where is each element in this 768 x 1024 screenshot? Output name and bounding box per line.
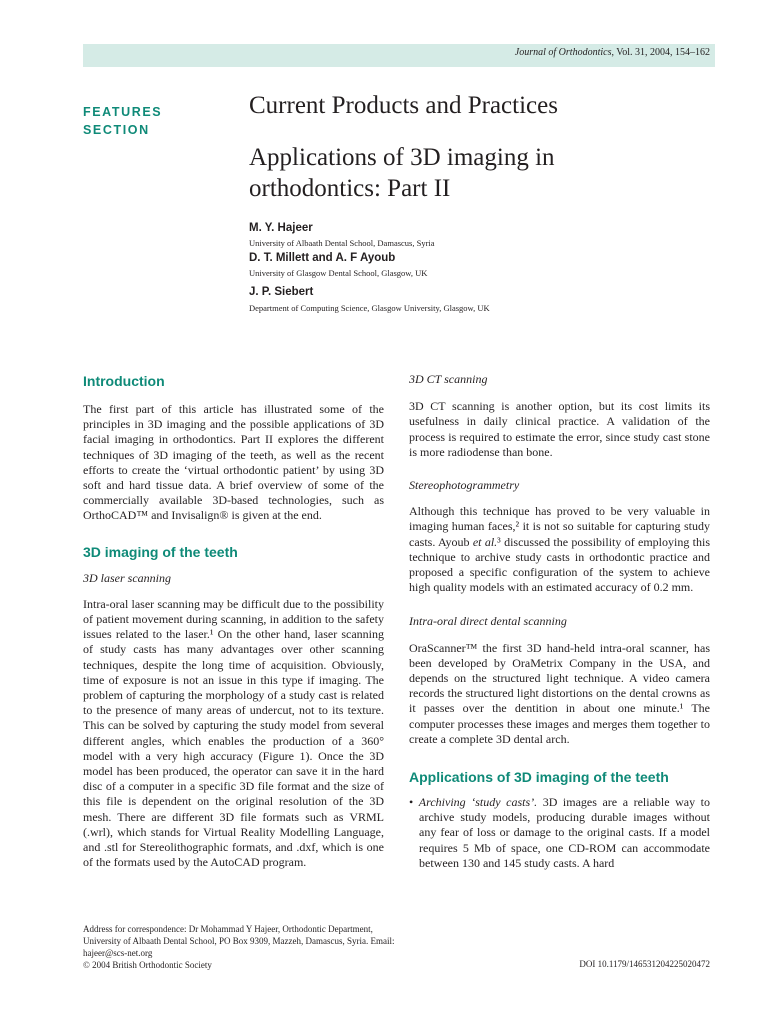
journal-citation [515, 47, 710, 58]
intro-text: The first part of this article has illustrated some of the principles in 3D imaging and the possible applications of 3D facial imaging in orthodontics. Part II explores the different techniques of 3D imaging of the teeth, as well as the recent efforts to create the ‘virtual orthodontic patient’ by using 3D soft and hard tissue data. A brief overview of some of the commercially available 3D-based technologies, such as OrthoCAD™ and Invisalign® is given at the end. [83, 402, 384, 523]
features-label [83, 103, 162, 139]
intro-heading: Introduction [83, 373, 165, 389]
section-title: Current Products and Practices [249, 92, 558, 119]
laser-heading: 3D laser scanning [83, 570, 171, 585]
applications-heading: Applications of 3D imaging of the teeth [409, 769, 669, 786]
author-3: J. P. Siebert [249, 286, 314, 298]
journal-name: Journal of Orthodontics [514, 47, 612, 58]
bullet-label: Archiving ‘study casts’. [418, 795, 538, 810]
copyright-text: © 2004 British Orthodontic Society [83, 960, 212, 970]
ct-heading: 3D CT scanning [409, 372, 488, 386]
stereo-heading: Stereophotogrammetry [409, 478, 520, 493]
stereo-text-part2: ³ discussed the possibility of employing this technique to archive study casts in orthodontic practice and proposed a specific configuration of the system to achieve high quality models with an estimated accuracy of 0.2 mm. [409, 534, 710, 595]
stereo-text [409, 504, 710, 595]
affiliation-3: Department of Computing Science, Glasgow University, Glasgow, UK [249, 303, 490, 313]
author-2: D. T. Millett and A. F Ayoub [249, 252, 396, 264]
laser-text: Intra-oral laser scanning may be difficult due to the possibility of patient movement during scanning, in addition to the safety issues related to the laser.¹ On the other hand, laser scanning of study casts has many advantages over other scanning techniques, despite the long time of acquisition. Obviously, time of exposure is not an issue in this type if imaging. The problem of capturing the morphology of a study cast is related to the presence of many areas of undercut, not to its texture. This can be solved by capturing the study model from several different angles, which enables the production of a 360° model with a very high accuracy (Figure 1). Once the 3D model has been produced, the operator can save it in the hard disc of a computer in a specific 3D file format and the size of this file is dependent on the original resolution of the 3D mesh. There are different 3D file formats such as VRML (.wrl), which stands for Virtual Reality Modelling Language, and .stl for Stereolithographic formats, and .dxf, which is one of the formats used by the AutoCAD program. [83, 596, 384, 870]
list-item: • Archiving ‘study casts’. 3D images are a reliable way to archive study models, producing durable images without any fear of loss or damage to the original casts. If a model requires 5 Mb of space, one CD-ROM can accommodate between 130 and 145 study casts. A hard [409, 795, 711, 870]
author-1: M. Y. Hajeer [249, 222, 313, 234]
stereo-text-part1: Although this technique has proved to be very valuable in imaging human faces,² it is not so suitable for capturing study casts. Ayoub [409, 504, 710, 549]
article-title [249, 142, 709, 204]
article-title-line2: orthodontics: Part II [249, 175, 451, 202]
stereo-etal: et al. [472, 534, 498, 549]
teeth-heading: 3D imaging of the teeth [83, 543, 238, 560]
right-column [409, 372, 710, 871]
ct-text: 3D CT scanning is another option, but its cost limits its usefulness in daily clinical practice. A validation of the process is required to estimate the error, since study cast stone is more radiodense than bone. [409, 399, 710, 459]
correspondence-address [83, 923, 403, 971]
journal-volume: , Vol. 31, 2004, 154–162 [611, 47, 710, 58]
article-title-line1: Applications of 3D imaging in [249, 144, 555, 171]
left-column [83, 372, 384, 870]
features-line2: SECTION [83, 123, 150, 137]
affiliation-2: University of Glasgow Dental School, Glasgow, UK [249, 268, 428, 278]
intraoral-text: OraScanner™ the first 3D hand-held intra-oral scanner, has been developed by OraMetrix Company in the USA, and depends on the structured light technique. A video camera records the structured light distortions on the dental crowns as it passes over the dentition in about one minute.¹ The computer processes these images and merges them together to create a complete 3D dental arch. [409, 640, 710, 746]
features-line1: FEATURES [83, 105, 163, 119]
applications-list [409, 795, 710, 871]
intraoral-heading: Intra-oral direct dental scanning [409, 614, 567, 629]
address-text: Address for correspondence: Dr Mohammad Y Hajeer, Orthodontic Department, University of Albaath Dental School, PO Box 9309, Mazzeh, Damascus, Syria. Email: hajeer@scs-net.org [83, 924, 395, 958]
bullet-text: 3D images are a reliable way to archive study models, producing durable images without any fear of loss or damage to the original casts. If a model requires 5 Mb of space, one CD-ROM can accommodate between 130 and 145 study casts. A hard [419, 795, 711, 870]
doi: DOI 10.1179/146531204225020472 [579, 959, 710, 969]
affiliation-1: University of Albaath Dental School, Damascus, Syria [249, 238, 435, 248]
